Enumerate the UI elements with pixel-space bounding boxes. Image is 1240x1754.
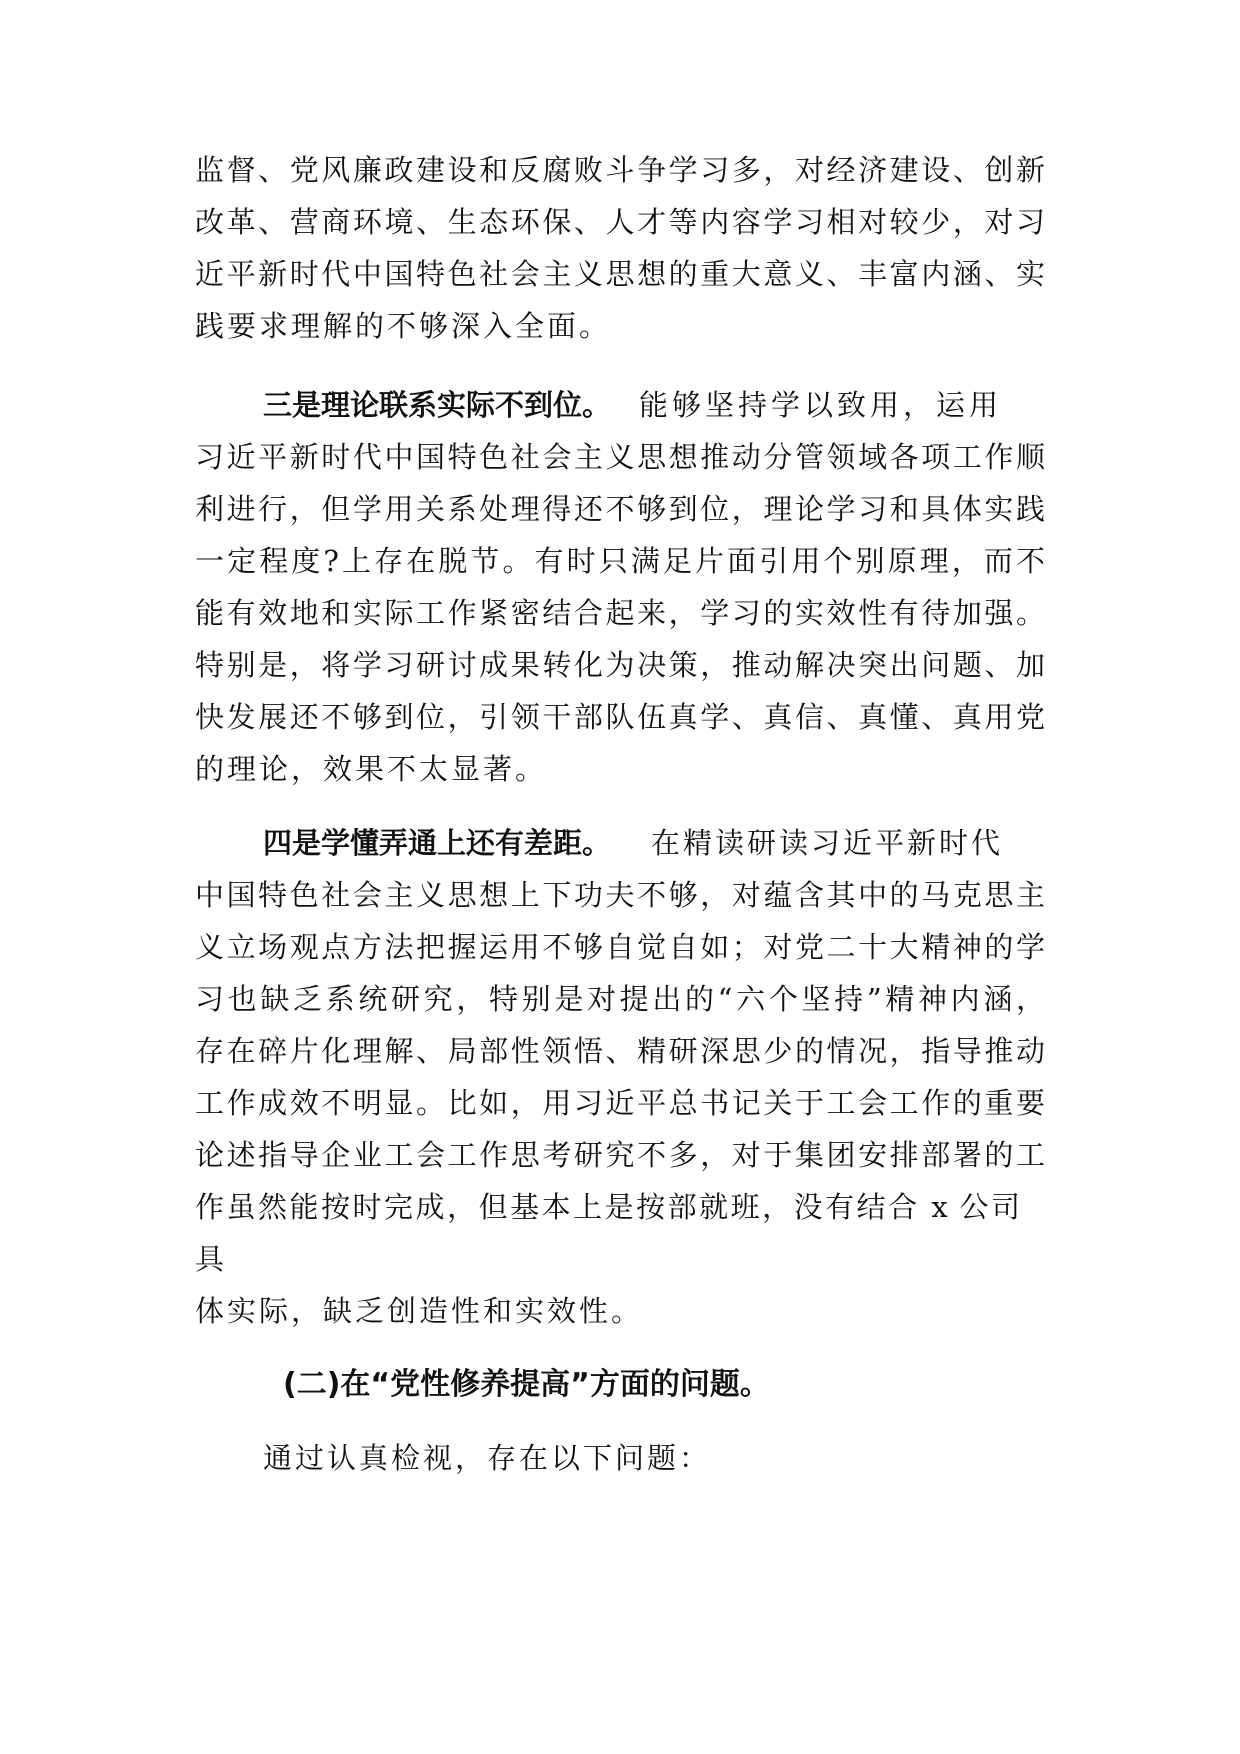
paragraph-2-lead: 三是理论联系实际不到位。 bbox=[263, 388, 612, 422]
paragraph-3-line-9: 具 bbox=[195, 1242, 225, 1276]
paragraph-2-line-5: 能有效地和实际工作紧密结合起来，学习的实效性有待加强。 bbox=[195, 596, 1045, 630]
paragraph-2-line-8: 的理论，效果不太显著。 bbox=[195, 752, 548, 786]
paragraph-3-first-line-rest: 在精读研读习近平新时代 bbox=[651, 826, 1004, 860]
paragraph-3-line-10: 体实际，缺乏创造性和实效性。 bbox=[195, 1294, 644, 1328]
paragraph-3-line-2: 中国特色社会主义思想上下功夫不够，对蕴含其中的马克思主 bbox=[195, 878, 1045, 912]
paragraph-3-first-line bbox=[263, 823, 1045, 863]
paragraph-3-line-8: 作虽然能按时完成，但基本上是按部就班，没有结合 x 公司 bbox=[195, 1190, 1020, 1224]
paragraph-1-line-1: 监督、党风廉政建设和反腐败斗争学习多，对经济建设、创新 bbox=[195, 153, 1045, 187]
paragraph-3-line-7: 论述指导企业工会工作思考研究不多，对于集团安排部署的工 bbox=[195, 1138, 1045, 1172]
paragraph-1-line-3: 近平新时代中国特色社会主义思想的重大意义、丰富内涵、实 bbox=[195, 257, 1045, 291]
paragraph-2-first-line-rest: 能够坚持学以致用，运用 bbox=[639, 388, 1003, 422]
paragraph-3-line-3: 义立场观点方法把握运用不够自觉自如；对党二十大精神的学 bbox=[195, 930, 1045, 964]
paragraph-1-line-2: 改革、营商环境、生态环保、人才等内容学习相对较少，对习 bbox=[195, 205, 1045, 239]
paragraph-2-line-7: 快发展还不够到位，引领干部队伍真学、真信、真懂、真用党 bbox=[195, 700, 1045, 734]
paragraph-3-line-5: 存在碎片化理解、局部性领悟、精研深思少的情况，指导推动 bbox=[195, 1034, 1045, 1068]
paragraph-2-line-3: 利进行，但学用关系处理得还不够到位，理论学习和具体实践 bbox=[195, 492, 1045, 526]
paragraph-2-line-2: 习近平新时代中国特色社会主义思想推动分管领域各项工作顺 bbox=[195, 440, 1045, 474]
paragraph-3-line-6: 工作成效不明显。比如，用习近平总书记关于工会工作的重要 bbox=[195, 1086, 1045, 1120]
paragraph-3-lead: 四是学懂弄通上还有差距。 bbox=[263, 826, 612, 860]
paragraph-3-line-4: 习也缺乏系统研究，特别是对提出的“六个坚持”精神内涵， bbox=[195, 982, 1045, 1016]
section-heading: (二)在“党性修养提高”方面的问题。 bbox=[283, 1367, 770, 1402]
closing-line: 通过认真检视，存在以下问题： bbox=[263, 1441, 712, 1475]
paragraph-2-line-6: 特别是，将学习研讨成果转化为决策，推动解决突出问题、加 bbox=[195, 648, 1045, 682]
paragraph-2-line-4: 一定程度?上存在脱节。有时只满足片面引用个别原理，而不 bbox=[195, 544, 1045, 578]
paragraph-1-line-4: 践要求理解的不够深入全面。 bbox=[195, 309, 612, 343]
paragraph-2-first-line bbox=[263, 385, 1045, 425]
